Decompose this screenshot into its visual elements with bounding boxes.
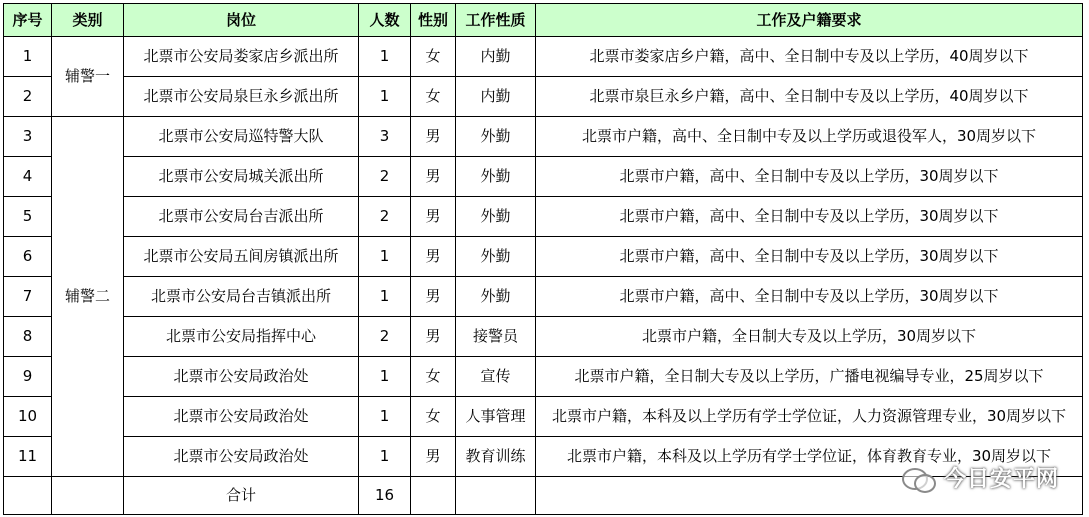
row-gender: 男: [411, 237, 456, 277]
header-post: 岗位: [124, 4, 359, 37]
row-no: 9: [4, 357, 52, 397]
row-nature: 外勤: [456, 237, 536, 277]
row-post: 北票市公安局台吉镇派出所: [124, 277, 359, 317]
table-row: [4, 77, 1083, 117]
row-no: 5: [4, 197, 52, 237]
row-nature: 内勤: [456, 77, 536, 117]
table-row: [4, 37, 1083, 77]
row-requirements: 北票市户籍，高中、全日制中专及以上学历，30周岁以下: [536, 237, 1083, 277]
row-post: 北票市公安局台吉派出所: [124, 197, 359, 237]
row-no: 6: [4, 237, 52, 277]
row-requirements: 北票市户籍，本科及以上学历有学士学位证，人力资源管理专业，30周岁以下: [536, 397, 1083, 437]
row-count: 1: [359, 397, 411, 437]
row-requirements: 北票市娄家店乡户籍，高中、全日制中专及以上学历，40周岁以下: [536, 37, 1083, 77]
row-requirements: 北票市户籍，高中、全日制中专及以上学历，30周岁以下: [536, 197, 1083, 237]
header-requirements: 工作及户籍要求: [536, 4, 1083, 37]
row-gender: 女: [411, 357, 456, 397]
row-requirements: 北票市泉巨永乡户籍，高中、全日制中专及以上学历，40周岁以下: [536, 77, 1083, 117]
row-post: 北票市公安局政治处: [124, 357, 359, 397]
table-row: [4, 117, 1083, 157]
row-gender: 男: [411, 157, 456, 197]
header-row: [4, 4, 1083, 37]
total-empty-cell: [4, 477, 52, 515]
header-category: 类别: [52, 4, 124, 37]
total-empty-cell: [456, 477, 536, 515]
row-nature: 教育训练: [456, 437, 536, 477]
row-nature: 外勤: [456, 197, 536, 237]
row-post: 北票市公安局城关派出所: [124, 157, 359, 197]
row-count: 1: [359, 237, 411, 277]
row-requirements: 北票市户籍，全日制大专及以上学历，30周岁以下: [536, 317, 1083, 357]
watermark-text: 今日安平网: [943, 467, 1059, 492]
row-nature: 外勤: [456, 117, 536, 157]
row-post: 北票市公安局政治处: [124, 437, 359, 477]
total-empty-cell: [411, 477, 456, 515]
row-count: 1: [359, 37, 411, 77]
row-count: 1: [359, 277, 411, 317]
table-row: [4, 197, 1083, 237]
total-label: 合计: [124, 477, 359, 515]
row-post: 北票市公安局政治处: [124, 397, 359, 437]
row-nature: 内勤: [456, 37, 536, 77]
row-count: 1: [359, 437, 411, 477]
row-requirements: 北票市户籍，高中、全日制中专及以上学历，30周岁以下: [536, 277, 1083, 317]
row-gender: 女: [411, 37, 456, 77]
table-row: [4, 317, 1083, 357]
table-row: [4, 237, 1083, 277]
row-no: 3: [4, 117, 52, 157]
wechat-icon: [902, 464, 936, 492]
row-no: 4: [4, 157, 52, 197]
table-row: [4, 277, 1083, 317]
category-cell: 辅警二: [52, 117, 124, 477]
row-post: 北票市公安局泉巨永乡派出所: [124, 77, 359, 117]
header-nature: 工作性质: [456, 4, 536, 37]
row-count: 2: [359, 317, 411, 357]
category-cell: 辅警一: [52, 37, 124, 117]
row-nature: 外勤: [456, 157, 536, 197]
row-gender: 女: [411, 77, 456, 117]
row-gender: 男: [411, 437, 456, 477]
table-row: [4, 397, 1083, 437]
row-no: 8: [4, 317, 52, 357]
row-post: 北票市公安局巡特警大队: [124, 117, 359, 157]
row-requirements: 北票市户籍，全日制大专及以上学历，广播电视编导专业，25周岁以下: [536, 357, 1083, 397]
row-post: 北票市公安局指挥中心: [124, 317, 359, 357]
row-requirements: 北票市户籍，高中、全日制中专及以上学历或退役军人，30周岁以下: [536, 117, 1083, 157]
header-no: 序号: [4, 4, 52, 37]
row-gender: 女: [411, 397, 456, 437]
table-row: [4, 157, 1083, 197]
row-post: 北票市公安局五间房镇派出所: [124, 237, 359, 277]
header-gender: 性别: [411, 4, 456, 37]
row-no: 10: [4, 397, 52, 437]
watermark: [902, 462, 1059, 493]
row-nature: 接警员: [456, 317, 536, 357]
row-gender: 男: [411, 277, 456, 317]
row-count: 2: [359, 157, 411, 197]
row-nature: 人事管理: [456, 397, 536, 437]
row-count: 3: [359, 117, 411, 157]
row-count: 1: [359, 77, 411, 117]
row-nature: 宣传: [456, 357, 536, 397]
row-no: 2: [4, 77, 52, 117]
total-count: 16: [359, 477, 411, 515]
row-count: 2: [359, 197, 411, 237]
table-row: [4, 357, 1083, 397]
row-count: 1: [359, 357, 411, 397]
row-no: 1: [4, 37, 52, 77]
row-no: 7: [4, 277, 52, 317]
recruitment-table: [3, 3, 1083, 515]
row-nature: 外勤: [456, 277, 536, 317]
total-empty-cell: [52, 477, 124, 515]
row-gender: 男: [411, 197, 456, 237]
row-gender: 男: [411, 117, 456, 157]
row-requirements: 北票市户籍，本科及以上学历有学士学位证，体育教育专业，30周岁以下: [536, 437, 1083, 477]
row-requirements: 北票市户籍，高中、全日制中专及以上学历，30周岁以下: [536, 157, 1083, 197]
row-gender: 男: [411, 317, 456, 357]
header-count: 人数: [359, 4, 411, 37]
row-post: 北票市公安局娄家店乡派出所: [124, 37, 359, 77]
row-no: 11: [4, 437, 52, 477]
